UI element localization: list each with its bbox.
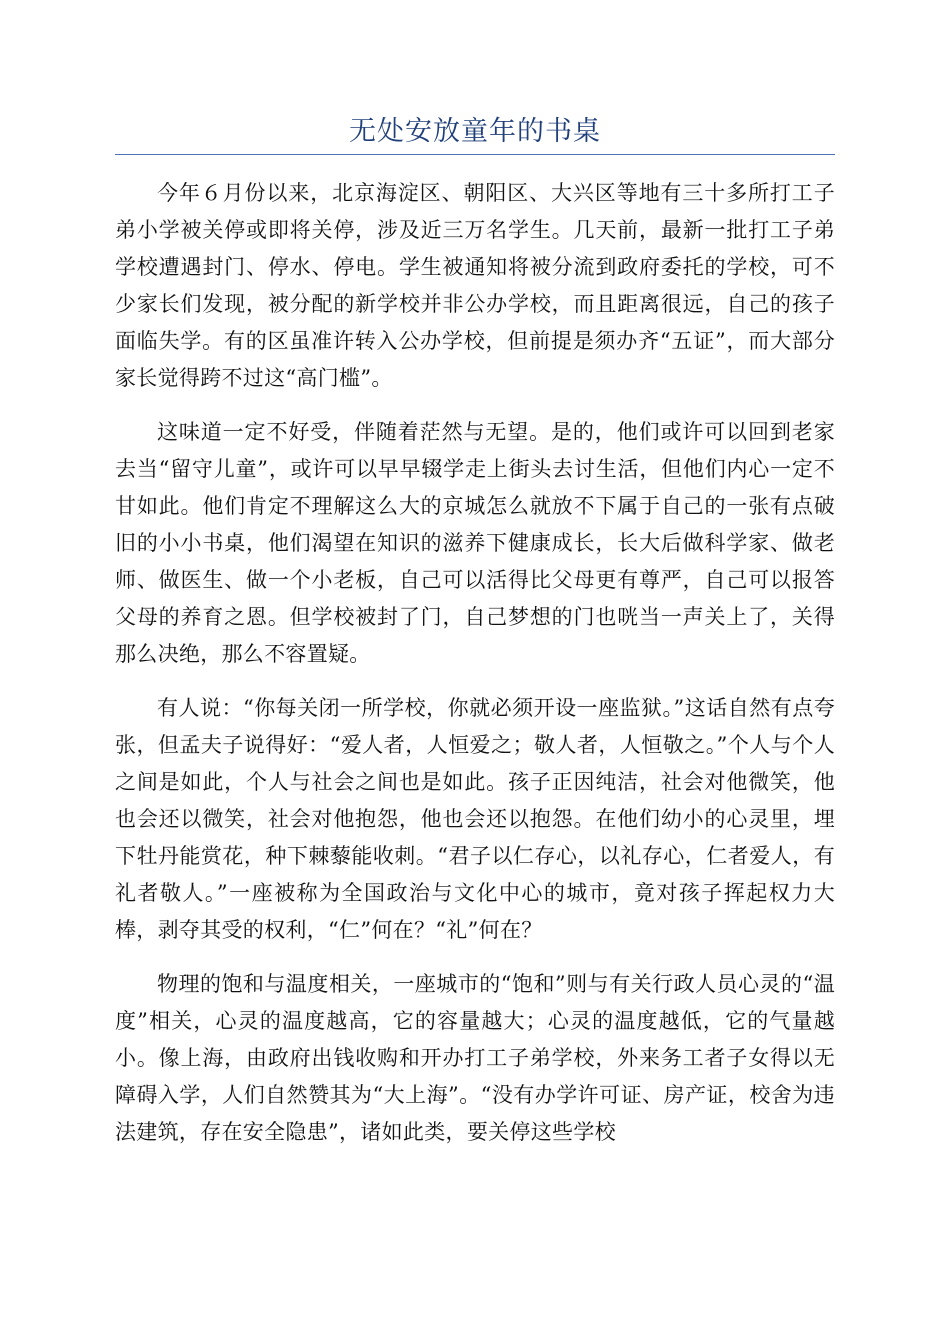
title-underline	[115, 154, 835, 155]
document-body	[115, 175, 835, 1168]
paragraph-4: 物理的饱和与温度相关，一座城市的“饱和”则与有关行政人员心灵的“温度”相关，心灵的温度越高，它的容量越大；心灵的温度越低，它的气量越小。像上海，由政府出钱收购和开办打工子弟学校，外来务工者子女得以无障碍入学，人们自然赞其为“大上海”。“没有办学许可证、房产证，校舍为违法建筑，存在安全隐患”，诸如此类，要关停这些学校	[115, 972, 835, 1144]
paragraph-3: 有人说：“你每关闭一所学校，你就必须开设一座监狱。”这话自然有点夸张，但孟夫子说得好：“爱人者，人恒爱之；敬人者，人恒敬之。”个人与个人之间是如此，个人与社会之间也是如此。孩子正因纯洁，社会对他微笑，他也会还以微笑，社会对他抱怨，他也会还以抱怨。在他们幼小的心灵里，埋下牡丹能赏花，种下棘藜能收刺。“君子以仁存心，以礼存心，仁者爱人，有礼者敬人。”一座被称为全国政治与文化中心的城市，竟对孩子挥起权力大棒，剥夺其受的权利，“仁”何在？“礼”何在？	[115, 696, 835, 942]
paragraph-2: 这味道一定不好受，伴随着茫然与无望。是的，他们或许可以回到老家去当“留守儿童”，或许可以早早辍学走上街头去讨生活，但他们内心一定不甘如此。他们肯定不理解这么大的京城怎么就放不下属于自己的一张有点破旧的小小书桌，他们渴望在知识的滋养下健康成长，长大后做科学家、做老师、做医生、做一个小老板，自己可以活得比父母更有尊严，自己可以报答父母的养育之恩。但学校被封了门，自己梦想的门也咣当一声关上了，关得那么决绝，那么不容置疑。	[115, 420, 835, 666]
paragraph-1: 今年６月份以来，北京海淀区、朝阳区、大兴区等地有三十多所打工子弟小学被关停或即将关停，涉及近三万名学生。几天前，最新一批打工子弟学校遭遇封门、停水、停电。学生被通知将被分流到政府委托的学校，可不少家长们发现，被分配的新学校并非公办学校，而且距离很远，自己的孩子面临失学。有的区虽准许转入公办学校，但前提是须办齐“五证”，而大部分家长觉得跨不过这“高门槛”。	[115, 181, 835, 390]
document-title: 无处安放童年的书桌	[349, 116, 601, 147]
